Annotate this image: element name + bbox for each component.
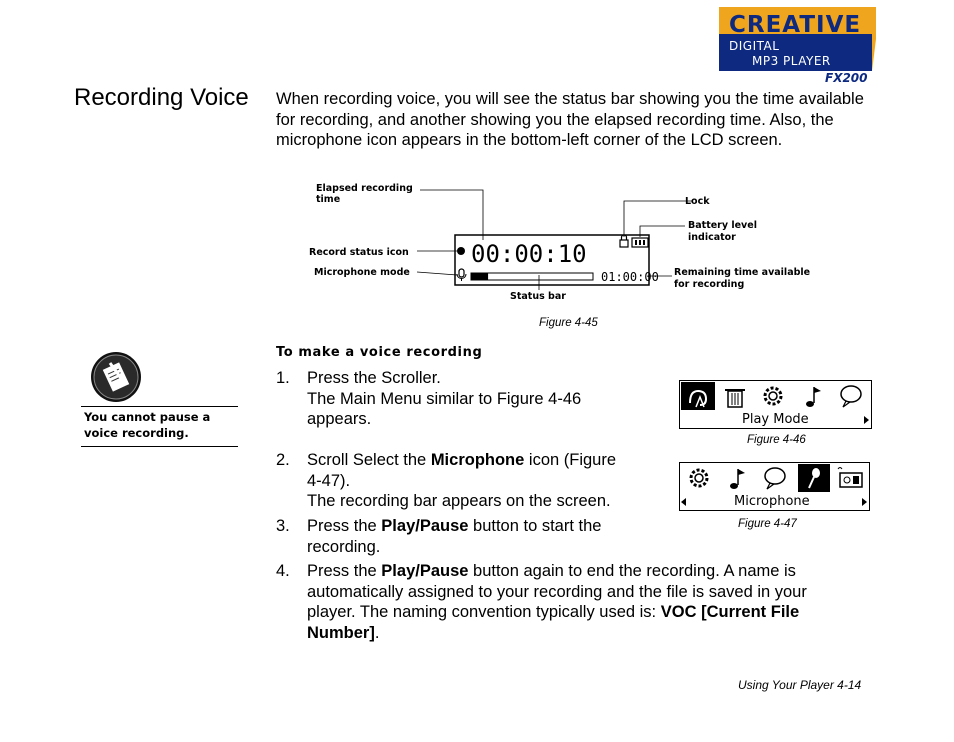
callout-lock: Lock: [685, 196, 710, 207]
settings-gear-icon: [765, 388, 781, 404]
page-title: Recording Voice: [74, 84, 249, 111]
step-2-number: 2.: [276, 451, 290, 469]
figure-4-47-caption: Figure 4-47: [738, 518, 797, 530]
figure-4-45-caption: Figure 4-45: [539, 317, 598, 329]
main-menu-microphone: [679, 462, 870, 511]
logo-model: FX200: [825, 71, 868, 85]
menu47-left-arrow-icon: [681, 498, 686, 506]
logo-brand: CREATIVE: [729, 12, 862, 38]
figure-4-45-diagram: [300, 180, 860, 305]
menu47-label: Microphone: [734, 494, 810, 509]
step-3-text: Press the Play/Pause button to start the recording.: [307, 517, 602, 556]
music-note-icon: [806, 387, 821, 407]
remaining-time-display: 01:00:00: [601, 270, 659, 284]
callout-record-status: Record status icon: [309, 247, 409, 258]
page-footer: Using Your Player 4-14: [738, 678, 862, 692]
record-status-icon: [457, 247, 465, 255]
speech-bubble-icon: [765, 468, 785, 489]
note-pencil-icon: [90, 351, 142, 403]
step-4-text: Press the Play/Pause button again to end the recording. A name is automatically assigned to your recording and the file is saved in your player. The naming convention typically used is: VOC [Current File Number].: [307, 562, 807, 642]
note-text: You cannot pause a voice recording.: [84, 410, 211, 440]
figure-4-46-caption: Figure 4-46: [747, 434, 806, 446]
trash-icon: [725, 390, 745, 407]
logo-line2: MP3 PLAYER: [752, 54, 831, 68]
callout-mic-mode: Microphone mode: [314, 267, 410, 278]
step-4-number: 4.: [276, 562, 290, 580]
status-bar: [471, 273, 593, 280]
main-menu-play-mode: [679, 380, 872, 429]
callout-battery-line2: indicator: [688, 232, 736, 243]
callout-remaining-line2: for recording: [674, 279, 745, 290]
callout-remaining-line1: Remaining time available: [674, 267, 811, 278]
intro-paragraph: When recording voice, you will see the status bar showing you the time available for recording, and another showing you the elapsed recording time. Also, the microphone icon appears in the bottom-left corner of the LCD screen.: [276, 90, 864, 149]
callout-elapsed-line2: time: [316, 194, 341, 205]
step-1-text: Press the Scroller. The Main Menu similar to Figure 4-46 appears.: [307, 369, 582, 428]
elapsed-time-display: 00:00:10: [471, 240, 587, 268]
logo-line1: DIGITAL: [729, 39, 780, 53]
section-heading: To make a voice recording: [276, 345, 483, 360]
callout-elapsed-line1: Elapsed recording: [316, 183, 413, 194]
note-top-rule: [81, 406, 238, 407]
step-3-number: 3.: [276, 517, 290, 535]
menu47-right-arrow-icon: [862, 498, 867, 506]
radio-icon: [838, 468, 862, 488]
note-bottom-rule: [81, 446, 238, 447]
settings-gear-icon: [691, 470, 707, 486]
menu46-right-arrow-icon: [864, 416, 869, 424]
menu46-label: Play Mode: [742, 412, 809, 427]
creative-logo: [719, 7, 876, 85]
callout-battery-line1: Battery level: [688, 220, 757, 231]
status-bar-fill: [471, 273, 488, 280]
callout-status-bar: Status bar: [510, 291, 566, 302]
step-1-number: 1.: [276, 369, 290, 387]
step-2-text: Scroll Select the Microphone icon (Figure 4-47). The recording bar appears on the screen.: [307, 451, 617, 510]
speech-bubble-icon: [841, 386, 861, 407]
music-note-icon: [730, 469, 745, 489]
